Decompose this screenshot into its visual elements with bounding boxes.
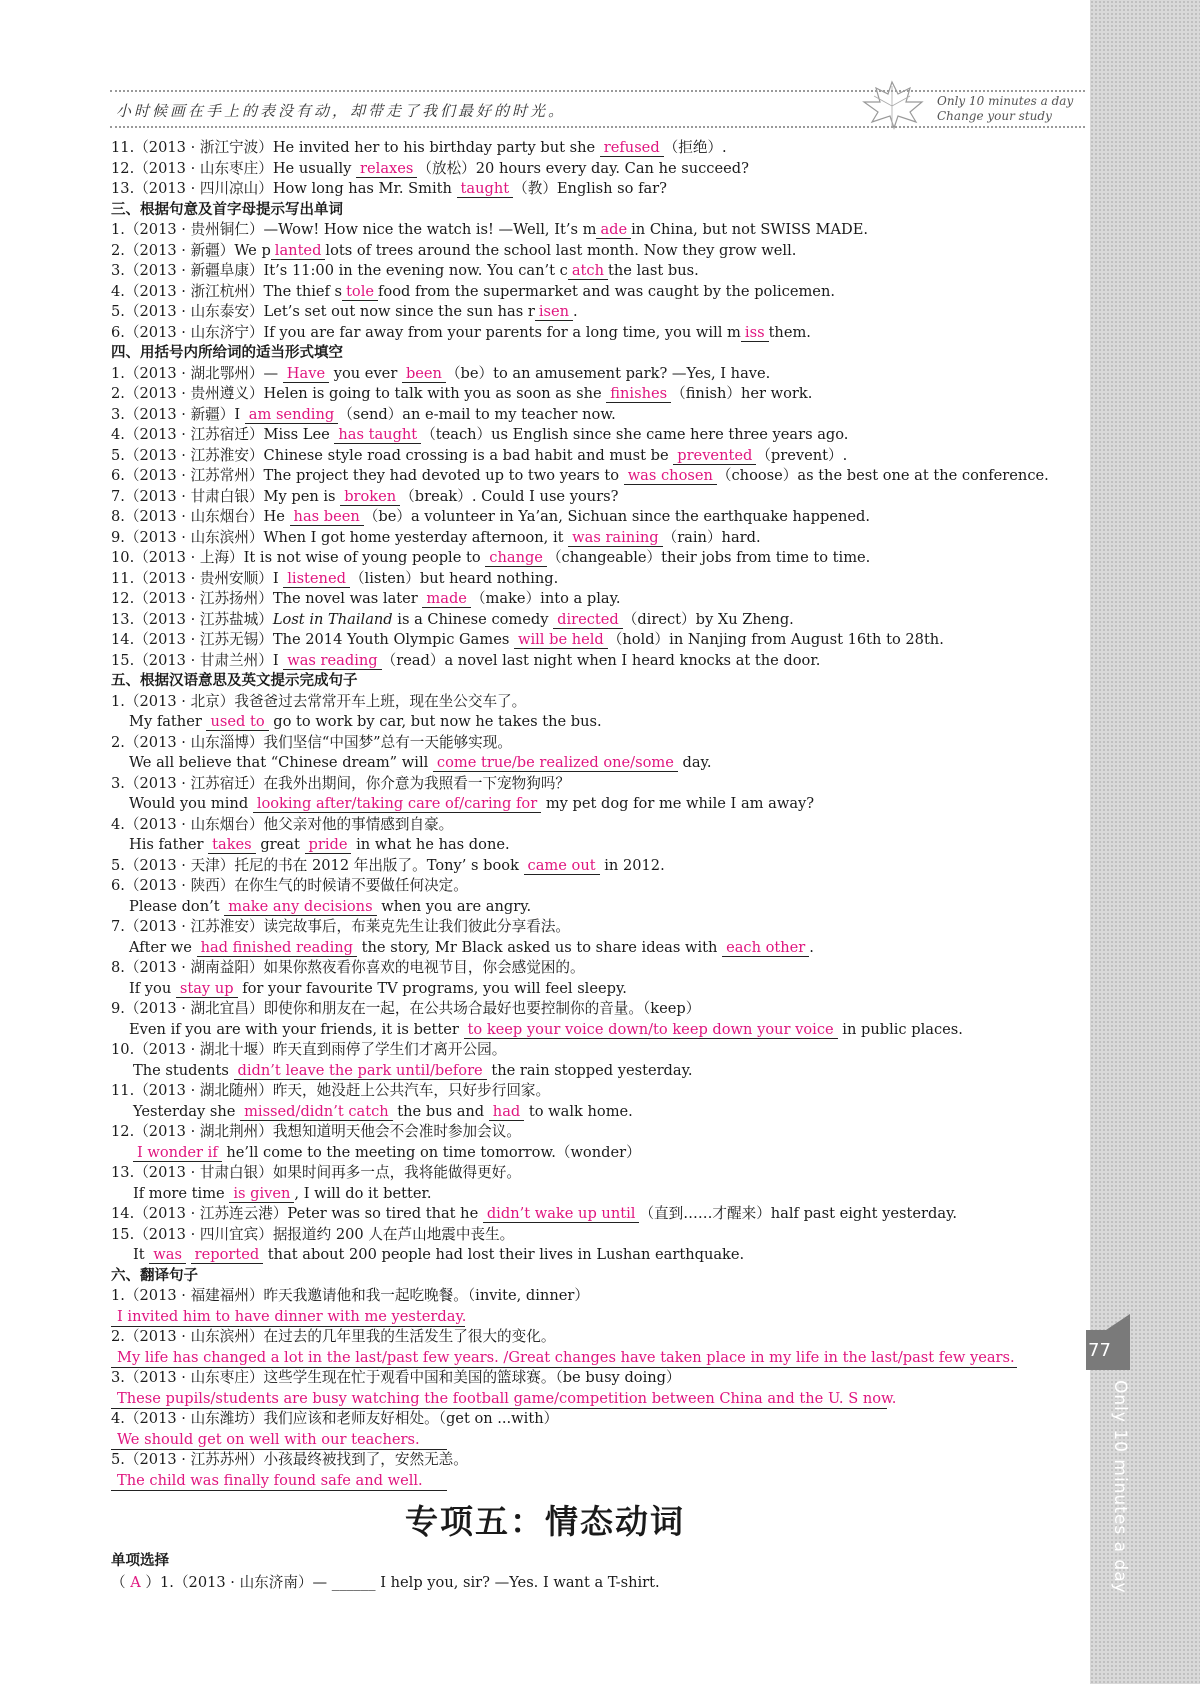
question: 10.（2013 · 湖北十堰）昨天直到雨停了学生们才离开公园。 [111, 1041, 507, 1058]
answer: made [422, 590, 471, 608]
answer: looking after/taking care of/caring for [253, 795, 541, 813]
sidebar-vertical-text: Only 10 minutes a day [1110, 1380, 1130, 1594]
answer-line: Would you mind looking after/taking care of/caring for my pet dog for me while I am away? [129, 795, 815, 812]
section-title: 四、用括号内所给词的适当形式填空 [111, 345, 343, 361]
question: 8.（2013 · 湖南益阳）如果你熬夜看你喜欢的电视节目，你会感觉困的。 [111, 959, 585, 976]
question: 1.（2013 · 福建福州）昨天我邀请他和我一起吃晚餐。（invite, dinner） [111, 1287, 589, 1304]
list-item: 11.（2013 · 浙江宁波）He invited her to his birthday party but she refused （拒绝）. [111, 139, 727, 156]
answer: was [149, 1246, 186, 1264]
question: （ A ）1.（2013 · 山东济南）— ______ I help you, sir? —Yes. I want a T-shirt. [111, 1574, 660, 1591]
list-item: 9.（2013 · 山东滨州）When I got home yesterday afternoon, it was raining （rain）hard. [111, 528, 761, 546]
question: 2.（2013 · 山东淄博）我们坚信“中国梦”总有一天能够实现。 [111, 733, 512, 751]
list-item: 13.（2013 · 江苏盐城）Lost in Thailand is a Chinese comedy directed （direct）by Xu Zheng. [111, 610, 794, 628]
header-dotted-line-top [110, 90, 1085, 92]
answer: refused [600, 139, 664, 157]
list-item: 15.（2013 · 甘肃兰州）I was reading （read）a novel last night when I heard knocks at the door. [111, 651, 821, 669]
answer-line [111, 1307, 1086, 1328]
answer: I invited him to have dinner with me yesterday. [111, 1308, 465, 1327]
list-item: 3.（2013 · 新疆阜康）It’s 11:00 in the evening now. You can’t c atch the last bus. [111, 262, 699, 279]
list-item: 5.（2013 · 江苏淮安）Chinese style road crossing is a bad habit and must be prevented （prevent）. [111, 446, 848, 464]
list-item: 11.（2013 · 贵州安顺）I listened （listen）but heard nothing. [111, 569, 559, 587]
section-title: 五、根据汉语意思及英文提示完成句子 [111, 673, 358, 689]
answer: was chosen [624, 467, 717, 485]
answer: came out [524, 857, 600, 875]
answer: was raining [568, 529, 662, 547]
list-item: 3.（2013 · 新疆）I am sending （send）an e-mail to my teacher now. [111, 405, 616, 423]
answer: My life has changed a lot in the last/past few years. /Great changes have taken place in my life in the last/past few years. [111, 1349, 1017, 1368]
list-item: 8.（2013 · 山东烟台）He has been （be）a volunteer in Ya’an, Sichuan since the earthquake happened. [111, 508, 870, 525]
answer-line [111, 1471, 1086, 1492]
answer-line: After we had finished reading the story, Mr Black asked us to share ideas with each other . [129, 938, 814, 956]
answer: make any decisions [224, 898, 376, 916]
list-item: 1.（2013 · 贵州铜仁）—Wow! How nice the watch is! —Well, It’s m ade in China, but not SWISS MADE. [111, 221, 869, 238]
header-tagline [937, 94, 1073, 124]
question: 5.（2013 · 江苏苏州）小孩最终被找到了，安然无恙。 [111, 1451, 468, 1468]
answer: iss [741, 324, 769, 342]
header-motto: 小时候画在手上的表没有动，却带走了我们最好的时光。 [116, 102, 567, 120]
answer-line [111, 1389, 1086, 1410]
answer: to keep your voice down/to keep down your voice [464, 1021, 838, 1039]
question: 4.（2013 · 山东潍坊）我们应该和老师友好相处。（get on ...with） [111, 1410, 559, 1427]
list-item: 12.（2013 · 山东枣庄）He usually relaxes （放松）20 hours every day. Can he succeed? [111, 159, 749, 177]
question: 6.（2013 · 陕西）在你生气的时候请不要做任何决定。 [111, 877, 468, 894]
list-item: 14.（2013 · 江苏无锡）The 2014 Youth Olympic Games will be held （hold）in Nanjing from August 16th to 28th. [111, 631, 944, 648]
main-content [111, 138, 1086, 1491]
answer: pride [305, 836, 352, 854]
question: 1.（2013 · 北京）我爸爸过去常常开车上班，现在坐公交车了。 [111, 692, 527, 710]
section-6 [111, 1266, 1086, 1492]
answer: directed [553, 611, 623, 629]
answer-line: If more time is given , I will do it better. [133, 1184, 432, 1202]
topic-title: 专项五：情态动词 [405, 1502, 685, 1541]
question: 11.（2013 · 湖北随州）昨天，她没赶上公共汽车，只好步行回家。 [111, 1082, 551, 1099]
question: 12.（2013 · 湖北荆州）我想知道明天他会不会准时参加会议。 [111, 1123, 521, 1140]
answer-line: My father used to go to work by car, but now he takes the bus. [129, 713, 602, 730]
answer: been [402, 365, 446, 383]
answer: had finished reading [197, 939, 357, 957]
page-number: 77 [1088, 1340, 1111, 1361]
list-item: 13.（2013 · 四川凉山）How long has Mr. Smith taught （教）English so far? [111, 180, 667, 197]
part2-continued [111, 138, 1086, 200]
answer: used to [206, 713, 268, 731]
list-item: 5.（2013 · 山东泰安）Let’s set out now since the sun has r isen . [111, 303, 578, 320]
answer: We should get on well with our teachers. [111, 1431, 447, 1450]
maple-leaf-icon [852, 78, 932, 130]
question: 7.（2013 · 江苏淮安）读完故事后，布莱克先生让我们彼此分享看法。 [111, 918, 571, 935]
answer-line: I wonder if he’ll come to the meeting on time tomorrow.（wonder） [111, 1143, 1086, 1164]
question: 3.（2013 · 江苏宿迁）在我外出期间，你介意为我照看一下宠物狗吗？ [111, 774, 571, 792]
answer: isen [535, 303, 573, 321]
list-item: 1.（2013 · 湖北鄂州）— Have you ever been （be）to an amusement park? —Yes, I have. [111, 364, 771, 382]
answer: I wonder if [133, 1144, 222, 1162]
section-title: 单项选择 [111, 1553, 169, 1569]
mcq-section [111, 1550, 660, 1594]
answer-line: Even if you are with your friends, it is better to keep your voice down/to keep down your voice in public places. [129, 1020, 963, 1038]
list-item: 2.（2013 · 贵州遵义）Helen is going to talk with you as soon as she finishes （finish）her work. [111, 385, 813, 402]
answer-line: We all believe that “Chinese dream” will come true/be realized one/some day. [129, 754, 712, 771]
question: 13.（2013 · 甘肃白银）如果时间再多一点，我将能做得更好。 [111, 1164, 521, 1181]
answer: am sending [245, 406, 338, 424]
answer: listened [283, 570, 350, 588]
answer-line [111, 1348, 1086, 1369]
answer: reported [191, 1246, 264, 1264]
answer: change [485, 549, 547, 567]
list-item: 6.（2013 · 江苏常州）The project they had devoted up to two years to was chosen （choose）as the best one at the conference. [111, 467, 1049, 484]
tagline-line-2: Change your study [937, 109, 1052, 123]
question: 2.（2013 · 山东滨州）在过去的几年里我的生活发生了很大的变化。 [111, 1328, 556, 1345]
question: 9.（2013 · 湖北宜昌）即使你和朋友在一起，在公共场合最好也要控制你的音量。（keep） [111, 1000, 701, 1017]
answer: didn’t wake up until [483, 1205, 640, 1223]
section-4 [111, 343, 1086, 671]
list-item: 6.（2013 · 山东济宁）If you are far away from your parents for a long time, you will m iss them. [111, 323, 811, 341]
answer: ade [596, 221, 631, 239]
tagline-line-1: Only 10 minutes a day [937, 94, 1074, 108]
answer: The child was finally found safe and well. [111, 1472, 447, 1491]
answer: has taught [334, 426, 421, 444]
question: 4.（2013 · 山东烟台）他父亲对他的事情感到自豪。 [111, 815, 454, 833]
question: 14.（2013 · 江苏连云港）Peter was so tired that he didn’t wake up until （直到……才醒来）half past eight yesterday. [111, 1205, 958, 1222]
answer: finishes [606, 385, 671, 403]
question: 3.（2013 · 山东枣庄）这些学生现在忙于观看中国和美国的篮球赛。（be busy doing） [111, 1369, 681, 1386]
question: 5.（2013 · 天津）托尼的书在 2012 年出版了。Tony’ s book came out in 2012. [111, 856, 665, 874]
list-item: 12.（2013 · 江苏扬州）The novel was later made （make）into a play. [111, 590, 621, 607]
answer-line [111, 1430, 1086, 1451]
answer: is given [229, 1185, 294, 1203]
answer: takes [208, 836, 256, 854]
answer-line: His father takes great pride in what he has done. [129, 836, 510, 853]
answer: come true/be realized one/some [433, 754, 678, 772]
answer: has been [290, 508, 364, 526]
answer: atch [568, 262, 608, 280]
answer-line: Please don’t make any decisions when you are angry. [129, 897, 532, 915]
section-5 [111, 671, 1086, 1266]
answer: taught [457, 180, 514, 198]
answer: had [489, 1103, 524, 1121]
list-item: 4.（2013 · 江苏宿迁）Miss Lee has taught （teach）us English since she came here three years ago. [111, 426, 849, 443]
list-item: 2.（2013 · 新疆）We p lanted lots of trees around the school last month. Now they grow well. [111, 241, 797, 259]
header-dotted-line-bottom [110, 126, 1085, 128]
answer-line: The students didn’t leave the park until/before the rain stopped yesterday. [133, 1061, 693, 1079]
answer: was reading [283, 652, 381, 670]
answer-line: Yesterday she missed/didn’t catch the bus and had to walk home. [133, 1102, 633, 1120]
list-item: 7.（2013 · 甘肃白银）My pen is broken （break）. Could I use yours? [111, 487, 619, 505]
section-title: 六、翻译句子 [111, 1267, 198, 1284]
answer: Have [283, 365, 329, 383]
answer-line: If you stay up for your favourite TV programs, you will feel sleepy. [129, 979, 627, 997]
answer: didn’t leave the park until/before [234, 1062, 487, 1080]
answer: tole [342, 283, 378, 301]
answer-line: It was reported that about 200 people had lost their lives in Lushan earthquake. [133, 1246, 745, 1263]
list-item: 10.（2013 · 上海）It is not wise of young people to change （changeable）their jobs from time to time. [111, 549, 871, 566]
answer: missed/didn’t catch [240, 1103, 393, 1121]
answer: broken [340, 488, 400, 506]
section-3 [111, 200, 1086, 344]
answer: stay up [176, 980, 238, 998]
answer: will be held [514, 631, 608, 649]
answer: relaxes [356, 160, 417, 178]
section-title: 三、根据句意及首字母提示写出单词 [111, 201, 343, 218]
answer: each other [722, 939, 809, 957]
question: 15.（2013 · 四川宜宾）据报道约 200 人在芦山地震中丧生。 [111, 1225, 515, 1243]
answer: A [130, 1574, 141, 1591]
answer: lanted [271, 242, 326, 260]
answer: These pupils/students are busy watching the football game/competition between China and the U. S now. [111, 1390, 887, 1409]
list-item: 4.（2013 · 浙江杭州）The thief s tole food from the supermarket and was caught by the policemen. [111, 282, 835, 300]
answer: prevented [673, 447, 756, 465]
movie-title: Lost in Thailand [272, 610, 393, 628]
